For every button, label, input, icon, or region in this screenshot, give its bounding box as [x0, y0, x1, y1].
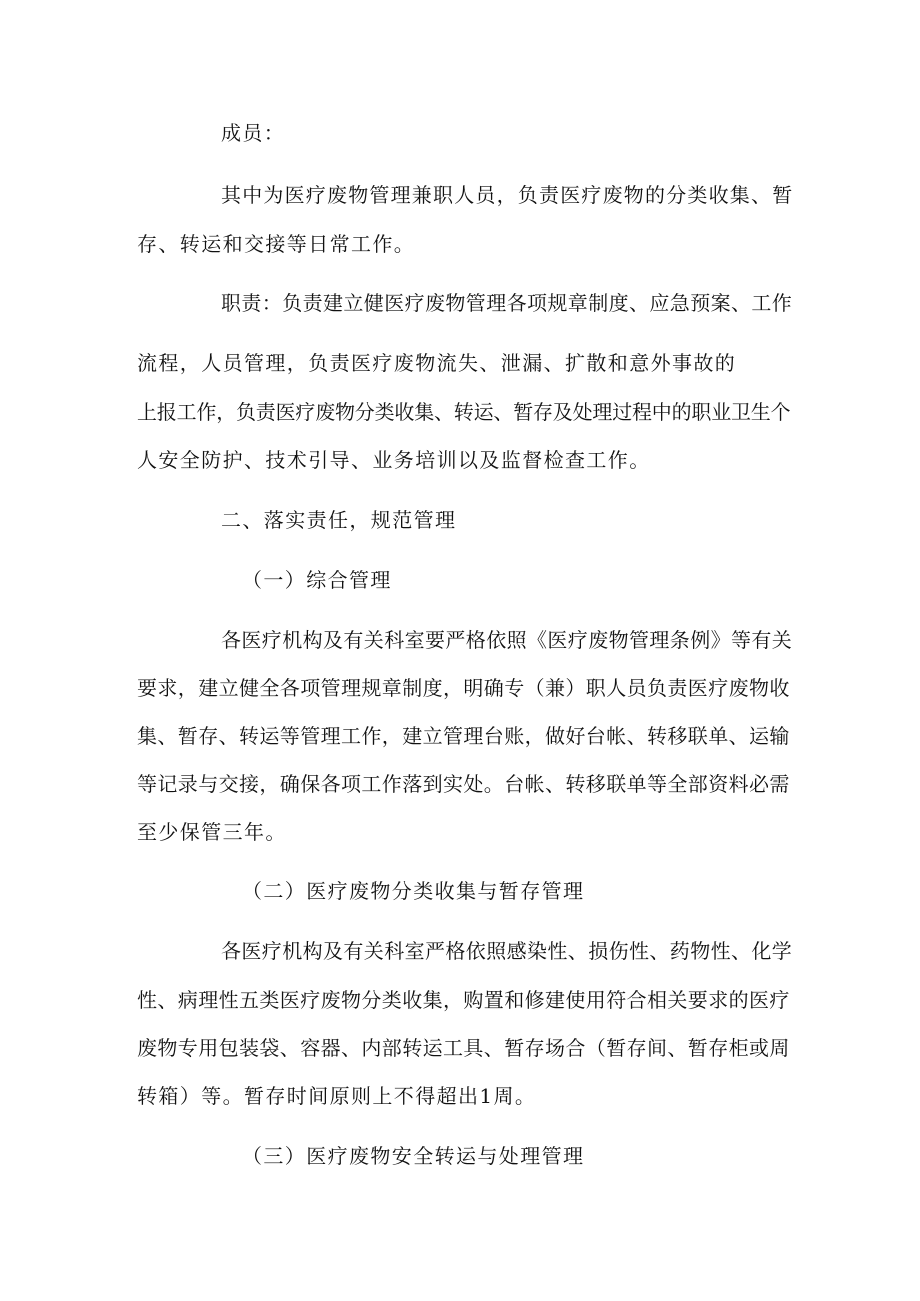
paragraph-line: 至少保管三年。 [137, 820, 287, 844]
paragraph-line: 各医疗机构及有关科室要严格依照《医疗废物管理条例》等有关 [221, 628, 793, 652]
members-label: 成员： [221, 121, 286, 145]
section-heading: 二、落实责任，规范管理 [221, 508, 457, 532]
paragraph-line: 其中为医疗废物管理兼职人员，负责医疗废物的分类收集、暂 [221, 183, 794, 207]
subsection-heading: （二）医疗废物分类收集与暂存管理 [242, 879, 585, 903]
subsection-heading: （一）综合管理 [242, 568, 392, 592]
paragraph-line: 转箱）等。暂存时间原则上不得超出1周。 [137, 1084, 537, 1108]
paragraph-line: 人安全防护、技术引导、业务培训以及监督检查工作。 [137, 448, 651, 472]
paragraph-line: 上报工作，负责医疗废物分类收集、转运、暂存及处理过程中的职业卫生个 [137, 400, 791, 424]
paragraph-line: 流程，人员管理，负责医疗废物流失、泄漏、扩散和意外事故的 [137, 351, 737, 375]
paragraph-line: 存、转运和交接等日常工作。 [137, 232, 416, 256]
paragraph-line: 废物专用包装袋、容器、内部转运工具、暂存场合（暂存间、暂存柜或周 [137, 1036, 790, 1060]
paragraph-line: 各医疗机构及有关科室严格依照感染性、损伤性、药物性、化学 [221, 939, 793, 963]
paragraph-line: 职责：负责建立健医疗废物管理各项规章制度、应急预案、工作 [221, 291, 793, 315]
paragraph-line: 性、病理性五类医疗废物分类收集，购置和修建使用符合相关要求的医疗 [137, 988, 790, 1012]
paragraph-line: 要求，建立健全各项管理规章制度，明确专（兼）职人员负责医疗废物收 [137, 676, 790, 700]
paragraph-line: 等记录与交接，确保各项工作落到实处。台帐、转移联单等全部资料必需 [137, 772, 790, 796]
subsection-heading: （三）医疗废物安全转运与处理管理 [242, 1144, 585, 1168]
paragraph-line: 集、暂存、转运等管理工作，建立管理台账，做好台帐、转移联单、运输 [137, 724, 790, 748]
